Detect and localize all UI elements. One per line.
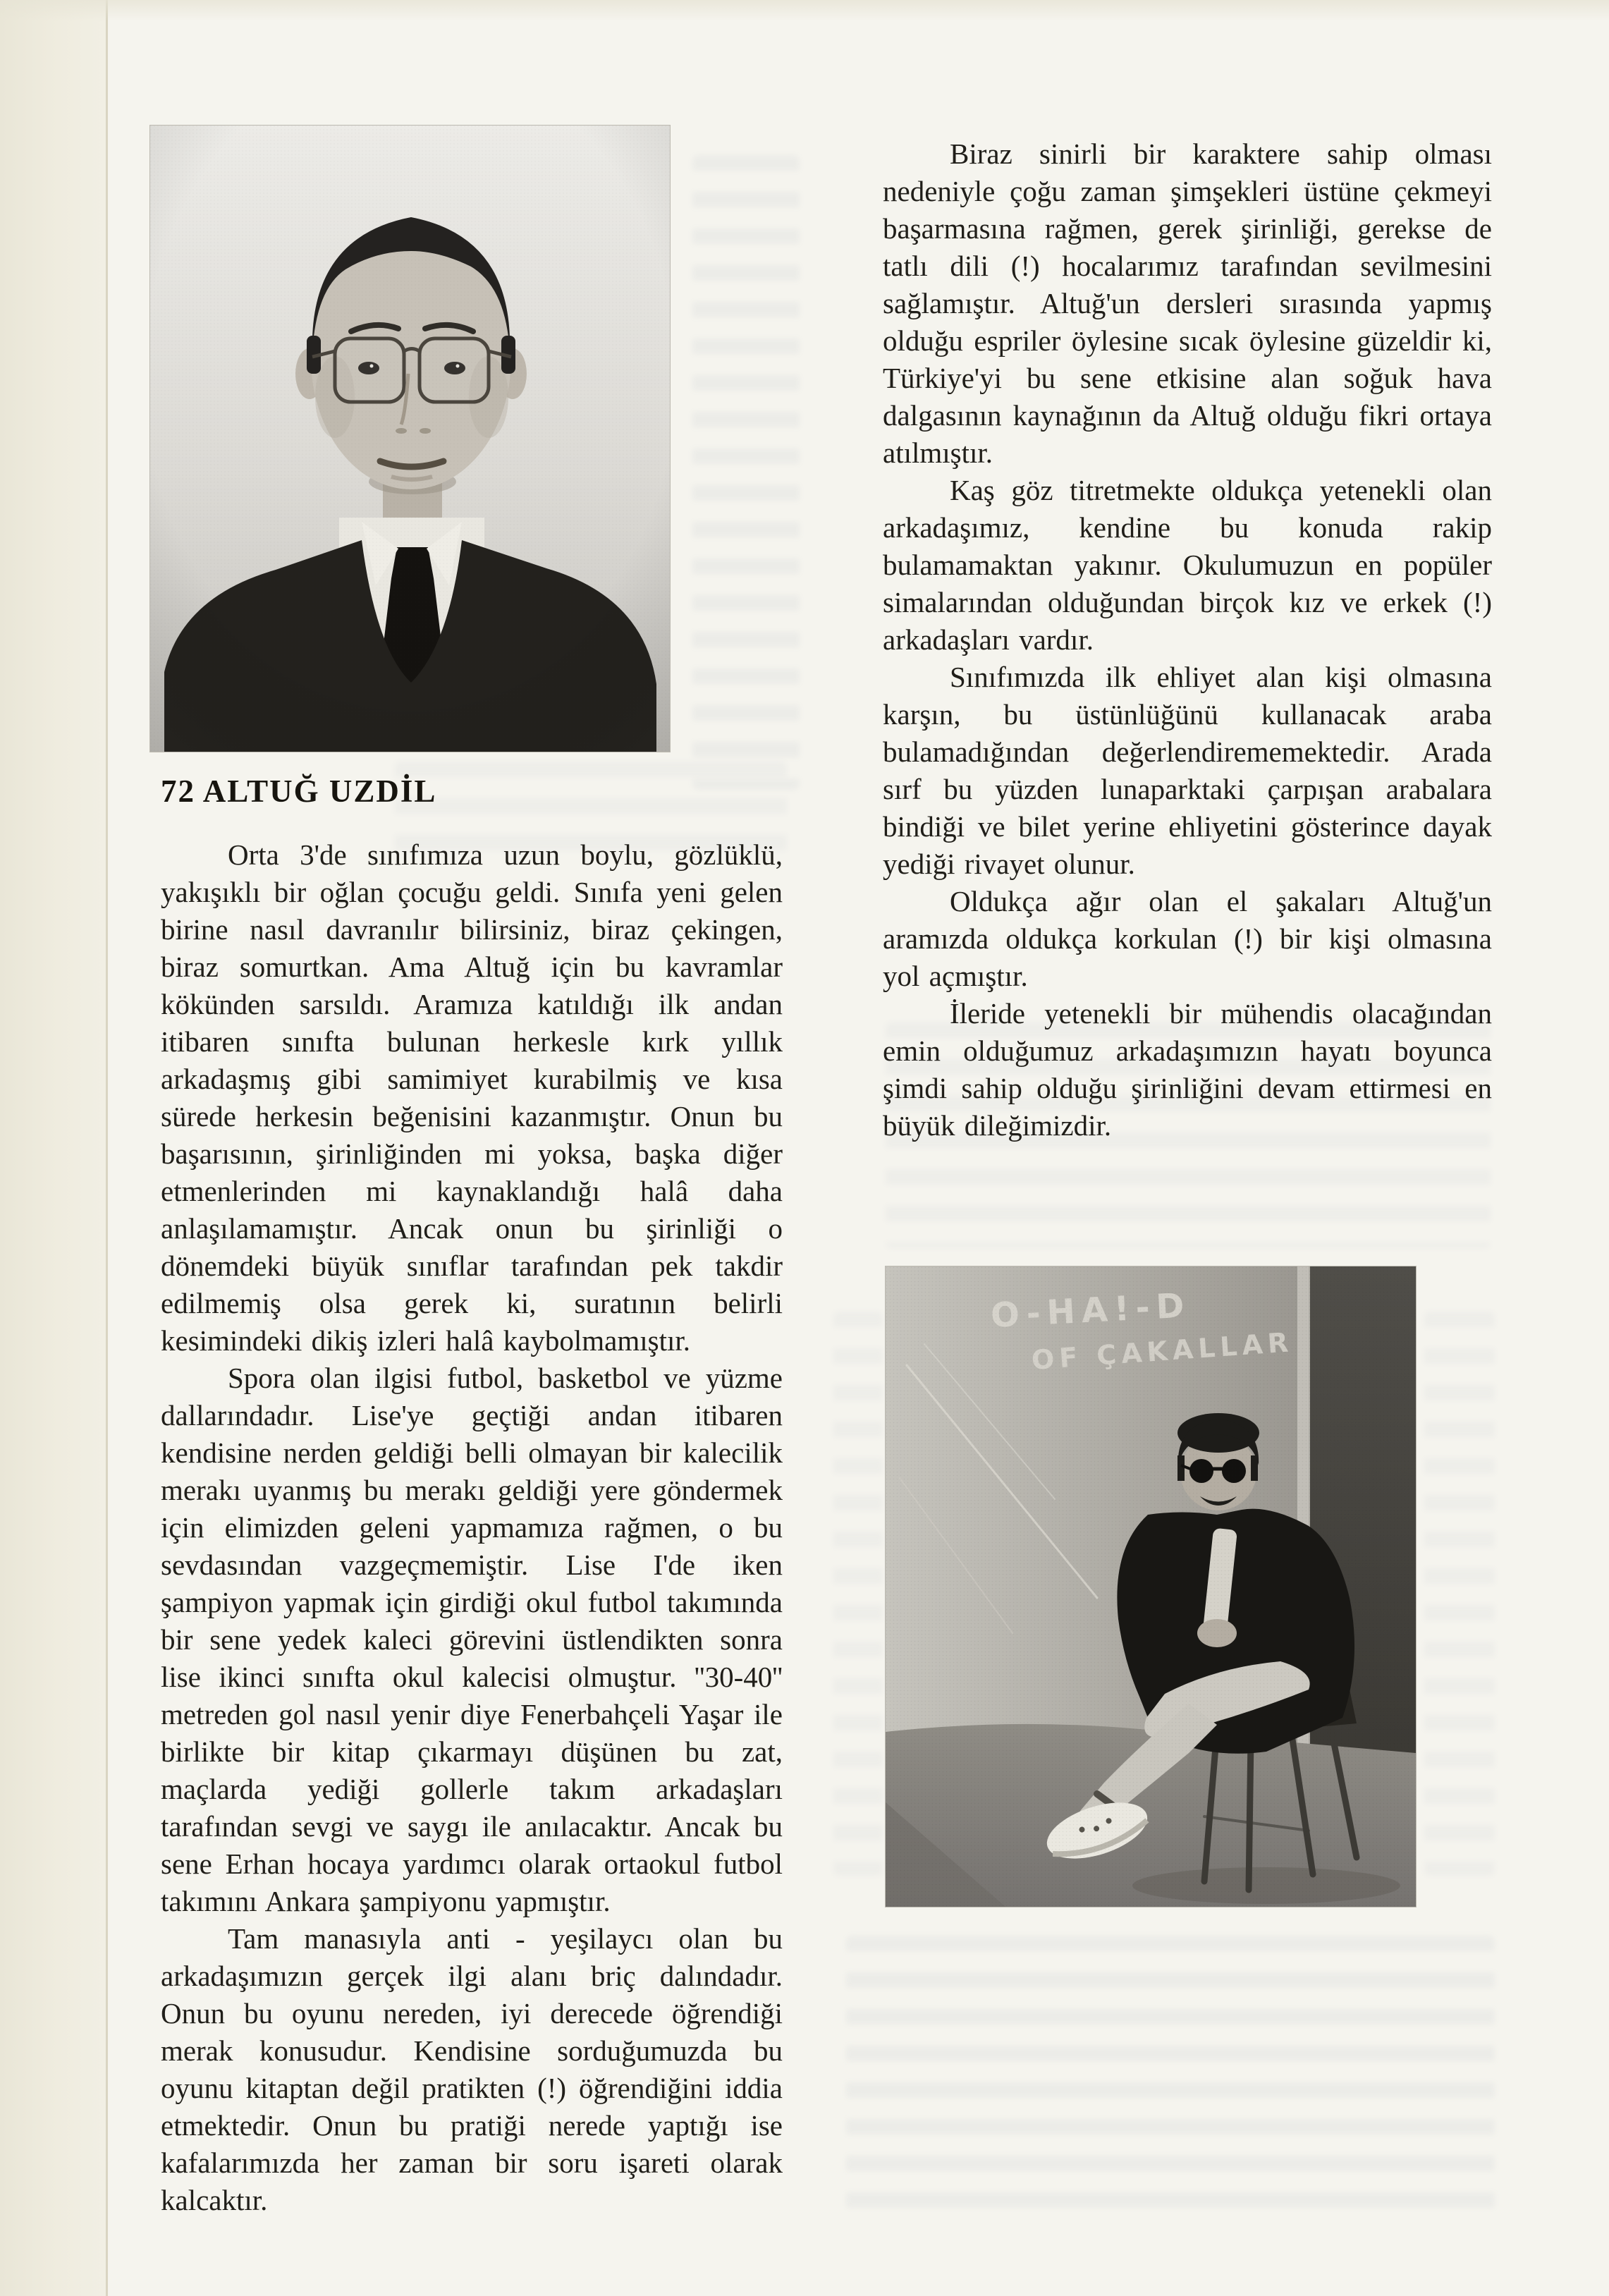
portrait-photo — [150, 126, 670, 752]
bottom-photo-illustration — [886, 1266, 1416, 1907]
bleedthrough-text-right-of-bottom-photo — [1424, 1312, 1495, 1876]
left-column — [161, 836, 783, 2219]
page-crease-line — [106, 0, 108, 2296]
page-top-shade — [0, 0, 1609, 21]
paragraph: Kaş göz titretmekte oldukça yetenekli olan arkadaşımız, kendine bu konuda rakip bulamamaktan yakınır. Okulumuzun en popüler simalarından olduğundan birçok kız ve erkek (!) arkadaşları vardır. — [883, 474, 1492, 656]
right-column — [883, 135, 1492, 1144]
paragraph: Sınıfımızda ilk ehliyet alan kişi olmasına karşın, bu üstünlüğünü kullanacak araba bulamadığından değerlendirememektedir. Arada sırf bu yüzden lunaparktaki çarpışan arabalara bindiği ve bilet yerine ehliyetini gösterince dayak yediği rivayet olunur. — [883, 661, 1492, 880]
paragraph: Biraz sinirli bir karaktere sahip olması nedeniyle çoğu zaman şimşekleri üstüne çekmeyi başarmasına rağmen, gerek şirinliği, gerekse de tatlı dili (!) hocalarımız tarafından sevilmesini sağlamıştır. Altuğ'un dersleri sırasında yapmış olduğu espriler öylesine sıcak öylesine güzeldir ki, Türkiye'yi bu sene etkisine alan soğuk hava dalgasının kaynağının da Altuğ olduğu fikri ortaya atılmıştır. — [883, 138, 1492, 469]
paragraph: İleride yetenekli bir mühendis olacağından emin olduğumuz arkadaşımızın hayatı boyunca şimdi sahip olduğu şirinliğini devam ettirmesi en büyük dileğimizdir. — [883, 997, 1492, 1142]
bleedthrough-text-below-bottom-photo — [846, 1936, 1495, 2218]
paragraph: Oldukça ağır olan el şakaları Altuğ'un aramızda oldukça korkulan (!) bir kişi olmasına yol açmıştır. — [883, 885, 1492, 992]
paragraph: Spora olan ilgisi futbol, basketbol ve yüzme dallarındadır. Lise'ye geçtiği andan itibaren kendisine nerden geldiği belli olmayan bir kalecilik merakı uyanmış bu merakı geldiği yere göndermek için elimizden geleni yapmamıza rağmen, o bu sevdasından vazgeçmemiştir. Lise I'de iken şampiyon yapmak için girdiği okul futbol takımında bir sene yedek kaleci görevini üstlendikten sonra lise ikinci sınıfta okul kalecisi olmuştur. ''30-40'' metreden gol nasıl yenir diye Fenerbahçeli Yaşar ile birlikte bir kitap çıkarmayı düşünen bu zat, maçlarda yediği gollerle takım arkadaşları tarafından sevgi ve saygı ile anılacaktır. Ancak bu sene Erhan hocaya yardımcı olarak ortaokul futbol takımını Ankara şampiyonu yapmıştır. — [161, 1362, 783, 1917]
caption-student-number-and-name: 72 ALTUĞ UZDİL — [161, 774, 437, 809]
paragraph: Tam manasıyla anti - yeşilaycı olan bu arkadaşımızın gerçek ilgi alanı briç dalındadır. Onun bu oyunu nereden, iyi derecede öğrendiği merak konusudur. Kendisine sorduğumuzda bu oyunu kitaptan değil pratikten (!) öğrendiğini iddia etmektedir. Onun bu pratiği nerede yaptığı ise kafalarımızda her zaman bir soru işareti olarak kalcaktır. — [161, 1922, 783, 2216]
bottom-photo — [886, 1266, 1416, 1907]
portrait-photo-illustration — [150, 126, 670, 752]
page-left-margin — [0, 0, 106, 2296]
paragraph: Orta 3'de sınıfımıza uzun boylu, gözlüklü, yakışıklı bir oğlan çocuğu geldi. Sınıfa yeni gelen birine nasıl davranılır bilirsiniz, biraz çekingen, biraz somurtkan. Ama Altuğ için bu kavramlar kökünden sarsıldı. Aramıza katıldığı ilk andan itibaren sınıfta bulunan herkesle kırk yıllık arkadaşmış gibi samimiyet kurabilmiş ve kısa sürede herkesin beğenisini kazanmıştır. Onun bu başarısının, şirinliğinden mi yoksa, başka diğer etmenlerinden mi kaynaklandığı halâ daha anlaşılamamıştır. Ancak onun bu şirinliği o dönemdeki büyük sınıflar tarafından pek takdir edilmemiş olsa gerek ki, suratının belirli kesimindeki dikiş izleri halâ kaybolmamıştır. — [161, 838, 783, 1357]
bleedthrough-text-left-of-bottom-photo — [833, 1312, 883, 1876]
bleedthrough-text-right-of-portrait — [692, 155, 800, 790]
